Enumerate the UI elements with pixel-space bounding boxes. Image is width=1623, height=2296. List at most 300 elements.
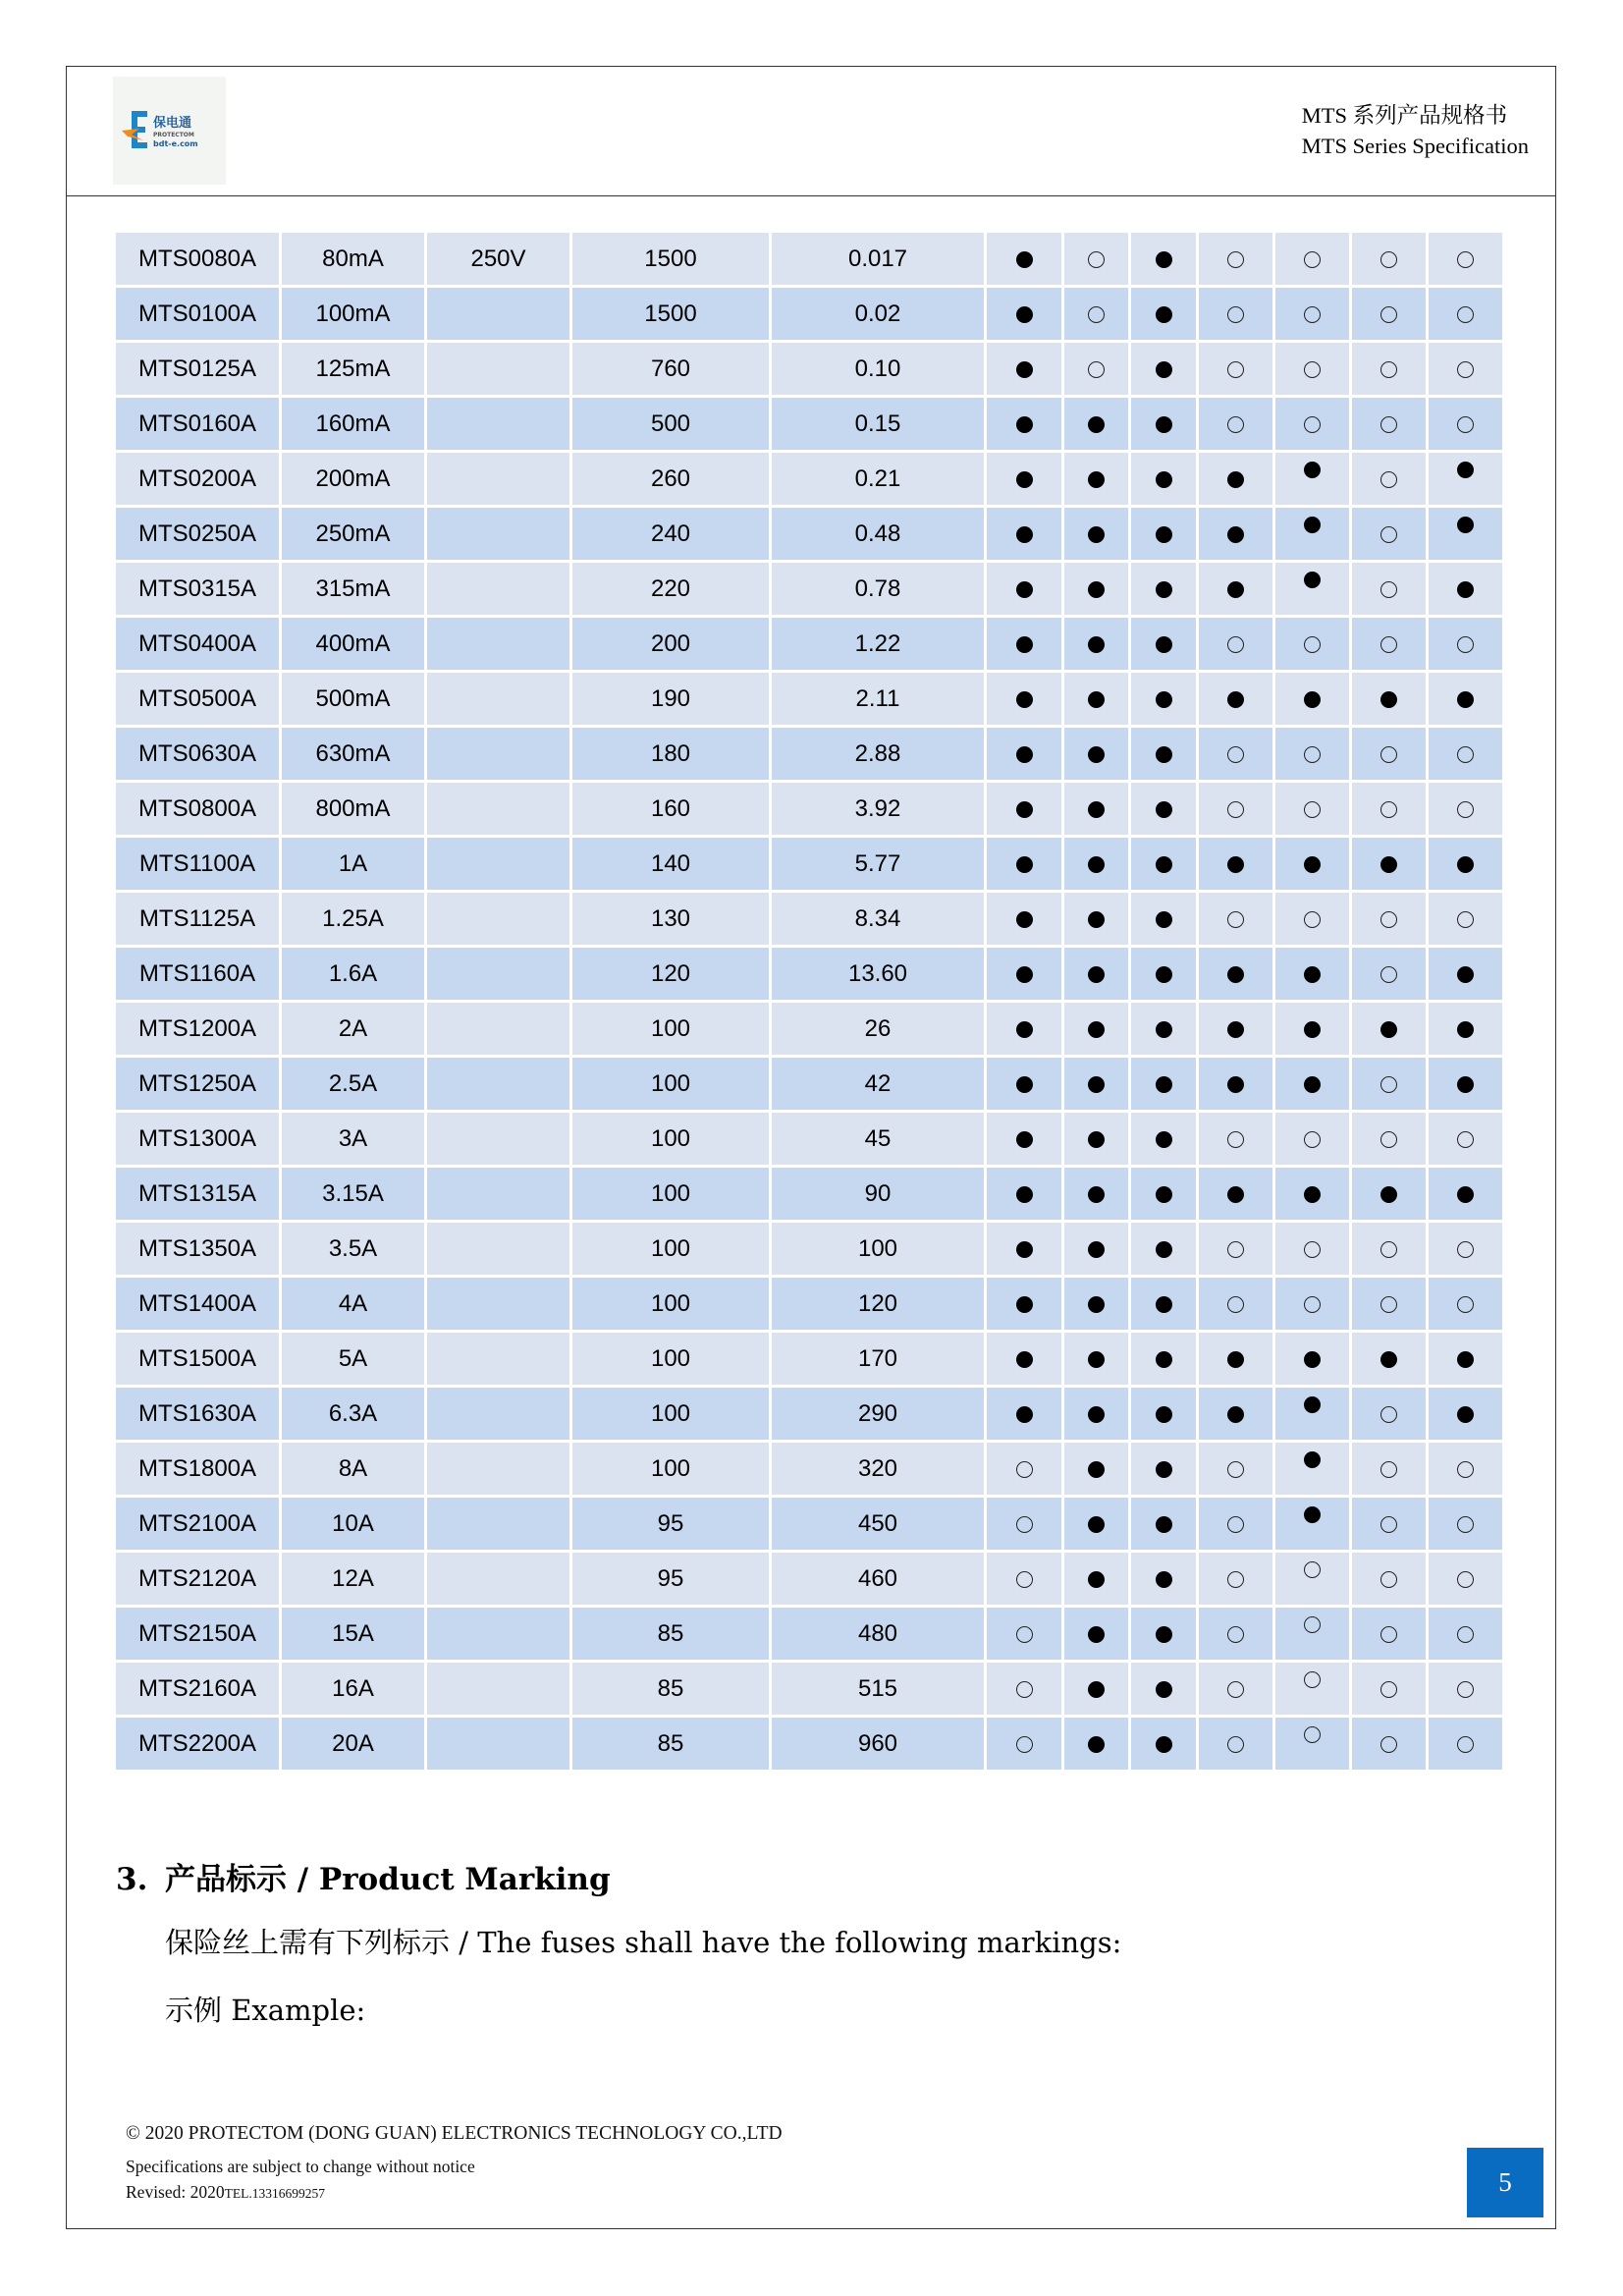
cell-mark-6 — [1352, 618, 1426, 670]
logo-name-cn: 保电通 — [152, 116, 191, 131]
cell-mark-5 — [1275, 1113, 1349, 1165]
filled-circle-icon — [1088, 801, 1105, 818]
cell-mark-1 — [987, 673, 1061, 725]
cell-rated-current: 15A — [282, 1608, 424, 1660]
filled-circle-icon — [1016, 251, 1033, 268]
cell-mark-7 — [1429, 1003, 1502, 1055]
open-circle-icon — [1227, 1736, 1244, 1753]
cell-resistance: 450 — [772, 1498, 984, 1550]
cell-mark-3 — [1131, 1333, 1196, 1385]
cell-mark-7 — [1429, 453, 1502, 505]
cell-mark-6 — [1352, 1223, 1426, 1275]
cell-mark-1 — [987, 1608, 1061, 1660]
cell-mark-7 — [1429, 728, 1502, 780]
open-circle-icon — [1304, 306, 1321, 323]
open-circle-icon — [1227, 1461, 1244, 1478]
cell-mark-2 — [1064, 783, 1128, 835]
cell-mark-2 — [1064, 1498, 1128, 1550]
cell-rated-current: 16A — [282, 1663, 424, 1715]
cell-mark-1 — [987, 1333, 1061, 1385]
cell-mark-2 — [1064, 508, 1128, 560]
filled-circle-icon — [1227, 1186, 1244, 1203]
table-row — [116, 783, 1502, 835]
cell-mark-5 — [1275, 1168, 1349, 1220]
cell-mark-3 — [1131, 728, 1196, 780]
table-row — [116, 288, 1502, 340]
filled-circle-icon — [1227, 691, 1244, 708]
cell-mark-5 — [1275, 1498, 1349, 1550]
open-circle-icon — [1380, 1681, 1397, 1698]
cell-mark-4 — [1199, 893, 1272, 945]
cell-mark-6 — [1352, 1718, 1426, 1770]
cell-mark-7 — [1429, 1498, 1502, 1550]
cell-resistance: 960 — [772, 1718, 984, 1770]
filled-circle-icon — [1156, 1351, 1172, 1368]
cell-mark-2 — [1064, 398, 1128, 450]
cell-resistance: 0.15 — [772, 398, 984, 450]
cell-resistance: 45 — [772, 1113, 984, 1165]
open-circle-icon — [1380, 306, 1397, 323]
cell-mark-2 — [1064, 1388, 1128, 1440]
filled-circle-icon — [1457, 1021, 1474, 1038]
filled-circle-icon — [1088, 1516, 1105, 1533]
cell-resistance: 2.11 — [772, 673, 984, 725]
open-circle-icon — [1380, 1131, 1397, 1148]
cell-mark-4 — [1199, 453, 1272, 505]
cell-rated-current: 12A — [282, 1553, 424, 1605]
cell-mark-2 — [1064, 1113, 1128, 1165]
open-circle-icon — [1304, 251, 1321, 268]
cell-mark-2 — [1064, 563, 1128, 615]
filled-circle-icon — [1156, 581, 1172, 598]
cell-mark-6 — [1352, 1608, 1426, 1660]
filled-circle-icon — [1156, 1406, 1172, 1423]
filled-circle-icon — [1156, 306, 1172, 323]
cell-mark-3 — [1131, 1278, 1196, 1330]
cell-mark-4 — [1199, 728, 1272, 780]
open-circle-icon — [1227, 361, 1244, 378]
cell-mark-4 — [1199, 673, 1272, 725]
open-circle-icon — [1380, 966, 1397, 983]
filled-circle-icon — [1156, 1241, 1172, 1258]
cell-mark-3 — [1131, 1718, 1196, 1770]
cell-rated-voltage — [427, 838, 569, 890]
filled-circle-icon — [1156, 1461, 1172, 1478]
cell-mark-2 — [1064, 453, 1128, 505]
cell-rated-voltage — [427, 673, 569, 725]
cell-mark-1 — [987, 1278, 1061, 1330]
cell-mark-5 — [1275, 838, 1349, 890]
cell-breaking-capacity: 180 — [572, 728, 769, 780]
cell-rated-current: 20A — [282, 1718, 424, 1770]
filled-circle-icon — [1156, 251, 1172, 268]
cell-rated-voltage — [427, 1168, 569, 1220]
table-row — [116, 1113, 1502, 1165]
filled-circle-icon — [1304, 1351, 1321, 1368]
cell-mark-5 — [1275, 783, 1349, 835]
cell-mark-5 — [1275, 233, 1349, 285]
cell-model: MTS0100A — [116, 288, 279, 340]
filled-circle-icon — [1088, 1736, 1105, 1753]
open-circle-icon — [1088, 251, 1105, 268]
cell-mark-2 — [1064, 288, 1128, 340]
filled-circle-icon — [1016, 691, 1033, 708]
cell-mark-5 — [1275, 1333, 1349, 1385]
filled-circle-icon — [1088, 1021, 1105, 1038]
section-number: 3. — [116, 1862, 148, 1897]
cell-mark-2 — [1064, 1168, 1128, 1220]
open-circle-icon — [1227, 306, 1244, 323]
cell-mark-3 — [1131, 343, 1196, 395]
cell-mark-3 — [1131, 1663, 1196, 1715]
cell-rated-voltage — [427, 618, 569, 670]
cell-mark-4 — [1199, 1223, 1272, 1275]
cell-mark-2 — [1064, 1663, 1128, 1715]
filled-circle-icon — [1304, 856, 1321, 873]
cell-breaking-capacity: 260 — [572, 453, 769, 505]
cell-resistance: 2.88 — [772, 728, 984, 780]
filled-circle-icon — [1156, 911, 1172, 928]
cell-rated-voltage — [427, 343, 569, 395]
cell-model: MTS0160A — [116, 398, 279, 450]
filled-circle-icon — [1304, 1021, 1321, 1038]
document-title — [1302, 100, 1529, 161]
open-circle-icon — [1457, 1131, 1474, 1148]
filled-circle-icon — [1304, 1076, 1321, 1093]
footer-tel: TEL.13316699257 — [224, 2186, 325, 2201]
cell-breaking-capacity: 100 — [572, 1443, 769, 1495]
cell-model: MTS2150A — [116, 1608, 279, 1660]
cell-mark-3 — [1131, 1168, 1196, 1220]
cell-mark-6 — [1352, 1058, 1426, 1110]
fuse-spec-table — [113, 230, 1505, 1773]
cell-mark-2 — [1064, 1003, 1128, 1055]
cell-breaking-capacity: 85 — [572, 1663, 769, 1715]
cell-model: MTS1630A — [116, 1388, 279, 1440]
open-circle-icon — [1457, 1461, 1474, 1478]
cell-model: MTS1100A — [116, 838, 279, 890]
cell-mark-4 — [1199, 1168, 1272, 1220]
cell-mark-7 — [1429, 1663, 1502, 1715]
cell-mark-5 — [1275, 1223, 1349, 1275]
open-circle-icon — [1380, 1076, 1397, 1093]
cell-resistance: 460 — [772, 1553, 984, 1605]
open-circle-icon — [1380, 1571, 1397, 1588]
filled-circle-icon — [1088, 416, 1105, 433]
open-circle-icon — [1380, 1241, 1397, 1258]
cell-mark-1 — [987, 1003, 1061, 1055]
filled-circle-icon — [1156, 361, 1172, 378]
cell-breaking-capacity: 140 — [572, 838, 769, 890]
filled-circle-icon — [1016, 1131, 1033, 1148]
filled-circle-icon — [1016, 1241, 1033, 1258]
open-circle-icon — [1380, 471, 1397, 488]
cell-breaking-capacity: 100 — [572, 1388, 769, 1440]
cell-mark-6 — [1352, 1388, 1426, 1440]
cell-breaking-capacity: 190 — [572, 673, 769, 725]
filled-circle-icon — [1457, 1406, 1474, 1423]
cell-model: MTS1160A — [116, 948, 279, 1000]
cell-mark-2 — [1064, 1718, 1128, 1770]
filled-circle-icon — [1088, 1131, 1105, 1148]
open-circle-icon — [1016, 1461, 1033, 1478]
cell-mark-3 — [1131, 398, 1196, 450]
filled-circle-icon — [1457, 1351, 1474, 1368]
cell-rated-current: 10A — [282, 1498, 424, 1550]
filled-circle-icon — [1304, 462, 1321, 478]
filled-circle-icon — [1016, 1021, 1033, 1038]
cell-mark-1 — [987, 1498, 1061, 1550]
cell-mark-2 — [1064, 1278, 1128, 1330]
table-row — [116, 343, 1502, 395]
cell-mark-7 — [1429, 948, 1502, 1000]
cell-rated-current: 500mA — [282, 673, 424, 725]
cell-model: MTS1125A — [116, 893, 279, 945]
cell-rated-voltage — [427, 288, 569, 340]
table-row — [116, 618, 1502, 670]
cell-resistance: 0.78 — [772, 563, 984, 615]
filled-circle-icon — [1088, 746, 1105, 763]
cell-model: MTS1300A — [116, 1113, 279, 1165]
filled-circle-icon — [1088, 1076, 1105, 1093]
cell-mark-7 — [1429, 1333, 1502, 1385]
cell-mark-5 — [1275, 398, 1349, 450]
cell-mark-7 — [1429, 1278, 1502, 1330]
cell-mark-3 — [1131, 563, 1196, 615]
filled-circle-icon — [1304, 1506, 1321, 1523]
open-circle-icon — [1227, 911, 1244, 928]
open-circle-icon — [1457, 911, 1474, 928]
cell-mark-5 — [1275, 343, 1349, 395]
filled-circle-icon — [1156, 1021, 1172, 1038]
cell-rated-current: 1A — [282, 838, 424, 890]
cell-mark-7 — [1429, 1443, 1502, 1495]
filled-circle-icon — [1156, 856, 1172, 873]
open-circle-icon — [1380, 911, 1397, 928]
cell-mark-6 — [1352, 1113, 1426, 1165]
cell-mark-7 — [1429, 398, 1502, 450]
cell-rated-voltage — [427, 1718, 569, 1770]
cell-mark-2 — [1064, 343, 1128, 395]
cell-breaking-capacity: 100 — [572, 1223, 769, 1275]
cell-mark-1 — [987, 343, 1061, 395]
cell-mark-7 — [1429, 1553, 1502, 1605]
cell-mark-6 — [1352, 838, 1426, 890]
cell-rated-current: 3.15A — [282, 1168, 424, 1220]
cell-breaking-capacity: 100 — [572, 1278, 769, 1330]
filled-circle-icon — [1457, 1076, 1474, 1093]
cell-rated-voltage — [427, 1553, 569, 1605]
cell-mark-6 — [1352, 948, 1426, 1000]
cell-rated-voltage — [427, 1608, 569, 1660]
cell-rated-current: 3A — [282, 1113, 424, 1165]
filled-circle-icon — [1227, 856, 1244, 873]
cell-mark-2 — [1064, 1553, 1128, 1605]
table-row — [116, 398, 1502, 450]
table-row — [116, 1223, 1502, 1275]
filled-circle-icon — [1088, 1351, 1105, 1368]
filled-circle-icon — [1156, 801, 1172, 818]
cell-resistance: 42 — [772, 1058, 984, 1110]
open-circle-icon — [1457, 636, 1474, 653]
cell-rated-current: 200mA — [282, 453, 424, 505]
cell-resistance: 13.60 — [772, 948, 984, 1000]
cell-mark-2 — [1064, 838, 1128, 890]
cell-rated-voltage — [427, 1223, 569, 1275]
cell-mark-7 — [1429, 618, 1502, 670]
cell-model: MTS1315A — [116, 1168, 279, 1220]
filled-circle-icon — [1457, 691, 1474, 708]
open-circle-icon — [1088, 361, 1105, 378]
open-circle-icon — [1380, 526, 1397, 543]
cell-mark-3 — [1131, 1388, 1196, 1440]
filled-circle-icon — [1016, 636, 1033, 653]
open-circle-icon — [1227, 1626, 1244, 1643]
cell-resistance: 290 — [772, 1388, 984, 1440]
cell-mark-3 — [1131, 948, 1196, 1000]
open-circle-icon — [1016, 1571, 1033, 1588]
cell-mark-3 — [1131, 1003, 1196, 1055]
open-circle-icon — [1380, 416, 1397, 433]
cell-rated-current: 8A — [282, 1443, 424, 1495]
filled-circle-icon — [1304, 572, 1321, 588]
cell-mark-1 — [987, 838, 1061, 890]
open-circle-icon — [1380, 1296, 1397, 1313]
cell-breaking-capacity: 95 — [572, 1553, 769, 1605]
cell-mark-7 — [1429, 783, 1502, 835]
open-circle-icon — [1380, 361, 1397, 378]
filled-circle-icon — [1088, 1186, 1105, 1203]
open-circle-icon — [1227, 801, 1244, 818]
table-row — [116, 1388, 1502, 1440]
filled-circle-icon — [1156, 1186, 1172, 1203]
cell-breaking-capacity: 85 — [572, 1718, 769, 1770]
filled-circle-icon — [1227, 1076, 1244, 1093]
cell-breaking-capacity: 220 — [572, 563, 769, 615]
open-circle-icon — [1457, 251, 1474, 268]
cell-mark-2 — [1064, 1058, 1128, 1110]
open-circle-icon — [1380, 251, 1397, 268]
cell-mark-5 — [1275, 288, 1349, 340]
open-circle-icon — [1227, 746, 1244, 763]
cell-mark-2 — [1064, 728, 1128, 780]
cell-breaking-capacity: 130 — [572, 893, 769, 945]
open-circle-icon — [1304, 416, 1321, 433]
cell-mark-7 — [1429, 233, 1502, 285]
cell-resistance: 1.22 — [772, 618, 984, 670]
cell-mark-7 — [1429, 1223, 1502, 1275]
cell-mark-1 — [987, 1223, 1061, 1275]
cell-mark-3 — [1131, 1223, 1196, 1275]
cell-model: MTS1250A — [116, 1058, 279, 1110]
cell-mark-7 — [1429, 893, 1502, 945]
cell-mark-4 — [1199, 618, 1272, 670]
cell-rated-current: 4A — [282, 1278, 424, 1330]
open-circle-icon — [1457, 1681, 1474, 1698]
cell-resistance: 5.77 — [772, 838, 984, 890]
cell-mark-6 — [1352, 233, 1426, 285]
filled-circle-icon — [1088, 1571, 1105, 1588]
cell-model: MTS1500A — [116, 1333, 279, 1385]
open-circle-icon — [1304, 1561, 1321, 1578]
filled-circle-icon — [1304, 1396, 1321, 1413]
cell-model: MTS2100A — [116, 1498, 279, 1550]
open-circle-icon — [1304, 1726, 1321, 1743]
cell-rated-voltage — [427, 1388, 569, 1440]
cell-resistance: 120 — [772, 1278, 984, 1330]
open-circle-icon — [1457, 801, 1474, 818]
cell-mark-1 — [987, 1168, 1061, 1220]
open-circle-icon — [1088, 306, 1105, 323]
cell-model: MTS1800A — [116, 1443, 279, 1495]
open-circle-icon — [1380, 1516, 1397, 1533]
cell-model: MTS0800A — [116, 783, 279, 835]
open-circle-icon — [1227, 251, 1244, 268]
filled-circle-icon — [1088, 911, 1105, 928]
cell-model: MTS0500A — [116, 673, 279, 725]
cell-breaking-capacity: 500 — [572, 398, 769, 450]
cell-mark-1 — [987, 1113, 1061, 1165]
cell-rated-current: 5A — [282, 1333, 424, 1385]
cell-rated-current: 315mA — [282, 563, 424, 615]
cell-resistance: 515 — [772, 1663, 984, 1715]
cell-resistance: 26 — [772, 1003, 984, 1055]
cell-mark-6 — [1352, 563, 1426, 615]
cell-mark-3 — [1131, 1498, 1196, 1550]
cell-mark-5 — [1275, 893, 1349, 945]
cell-rated-current: 3.5A — [282, 1223, 424, 1275]
cell-resistance: 0.02 — [772, 288, 984, 340]
cell-rated-voltage — [427, 1003, 569, 1055]
open-circle-icon — [1227, 1131, 1244, 1148]
filled-circle-icon — [1016, 361, 1033, 378]
filled-circle-icon — [1227, 1351, 1244, 1368]
cell-breaking-capacity: 1500 — [572, 233, 769, 285]
cell-mark-5 — [1275, 1553, 1349, 1605]
cell-mark-2 — [1064, 673, 1128, 725]
filled-circle-icon — [1016, 581, 1033, 598]
cell-mark-5 — [1275, 728, 1349, 780]
cell-mark-6 — [1352, 508, 1426, 560]
filled-circle-icon — [1227, 966, 1244, 983]
cell-mark-5 — [1275, 1608, 1349, 1660]
open-circle-icon — [1304, 1616, 1321, 1633]
open-circle-icon — [1457, 1571, 1474, 1588]
filled-circle-icon — [1088, 581, 1105, 598]
open-circle-icon — [1457, 361, 1474, 378]
cell-mark-4 — [1199, 1333, 1272, 1385]
filled-circle-icon — [1156, 471, 1172, 488]
cell-mark-7 — [1429, 1168, 1502, 1220]
cell-mark-4 — [1199, 1278, 1272, 1330]
filled-circle-icon — [1156, 1131, 1172, 1148]
cell-resistance: 3.92 — [772, 783, 984, 835]
footer-revised-text: Revised: 2020 — [126, 2182, 225, 2202]
cell-breaking-capacity: 160 — [572, 783, 769, 835]
open-circle-icon — [1304, 361, 1321, 378]
filled-circle-icon — [1088, 636, 1105, 653]
cell-resistance: 0.10 — [772, 343, 984, 395]
cell-breaking-capacity: 120 — [572, 948, 769, 1000]
cell-mark-7 — [1429, 1608, 1502, 1660]
cell-mark-1 — [987, 728, 1061, 780]
cell-breaking-capacity: 95 — [572, 1498, 769, 1550]
cell-mark-1 — [987, 1388, 1061, 1440]
cell-mark-6 — [1352, 1003, 1426, 1055]
open-circle-icon — [1457, 746, 1474, 763]
cell-mark-1 — [987, 453, 1061, 505]
cell-mark-7 — [1429, 563, 1502, 615]
